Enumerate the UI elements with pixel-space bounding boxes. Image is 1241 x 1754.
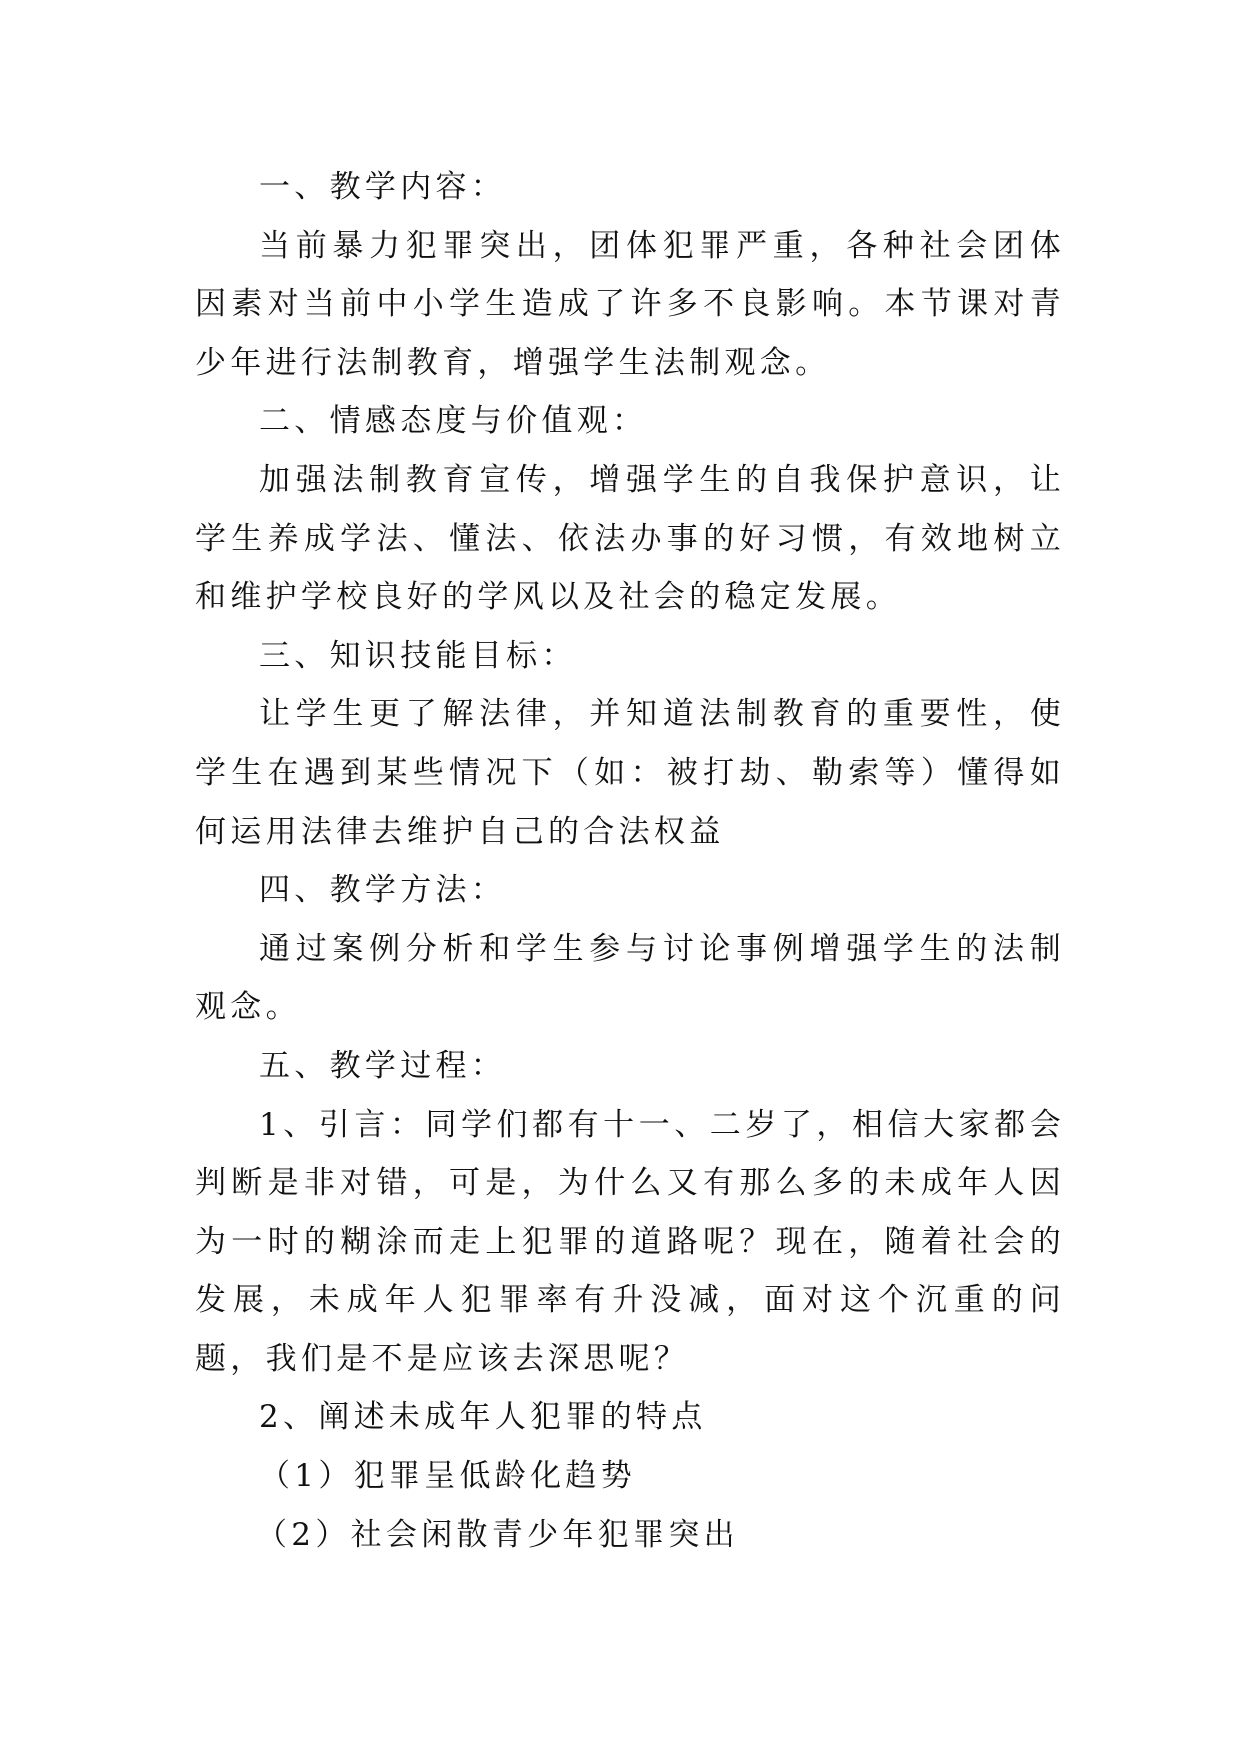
section-heading-attitudes-values: 二、情感态度与价值观： xyxy=(259,403,648,440)
list-item-low-age-trend: （1）犯罪呈低龄化趋势 xyxy=(259,1458,637,1495)
section-heading-teaching-methods: 四、教学方法： xyxy=(259,872,507,909)
paragraph-knowledge-skills: 让学生更了解法律，并知道法制教育的重要性，使学生在遇到某些情况下（如：被打劫、勒索等）懂得如何运用法律去维护自己的合法权益 xyxy=(195,696,1065,850)
paragraph-introduction: 1、引言：同学们都有十一、二岁了，相信大家都会判断是非对错，可是，为什么又有那么多的未成年人因为一时的糊涂而走上犯罪的道路呢？现在，随着社会的发展，未成年人犯罪率有升没减，面对这个沉重的问题，我们是不是应该去深思呢？ xyxy=(195,1106,1065,1377)
list-item-idle-youth-crime: （2）社会闲散青少年犯罪突出 xyxy=(256,1516,739,1553)
document-body xyxy=(195,158,1065,1564)
paragraph-characteristics-heading: 2、阐述未成年人犯罪的特点 xyxy=(259,1399,707,1436)
section-heading-knowledge-skills: 三、知识技能目标： xyxy=(259,637,577,674)
paragraph-teaching-content: 当前暴力犯罪突出，团体犯罪严重，各种社会团体因素对当前中小学生造成了许多不良影响。本节课对青少年进行法制教育，增强学生法制观念。 xyxy=(195,227,1065,381)
section-heading-teaching-process: 五、教学过程： xyxy=(259,1047,507,1084)
paragraph-teaching-methods: 通过案例分析和学生参与讨论事例增强学生的法制观念。 xyxy=(195,930,1065,1026)
paragraph-attitudes-values: 加强法制教育宣传，增强学生的自我保护意识，让学生养成学法、懂法、依法办事的好习惯，有效地树立和维护学校良好的学风以及社会的稳定发展。 xyxy=(195,461,1065,616)
section-heading-teaching-content: 一、教学内容： xyxy=(259,169,507,205)
